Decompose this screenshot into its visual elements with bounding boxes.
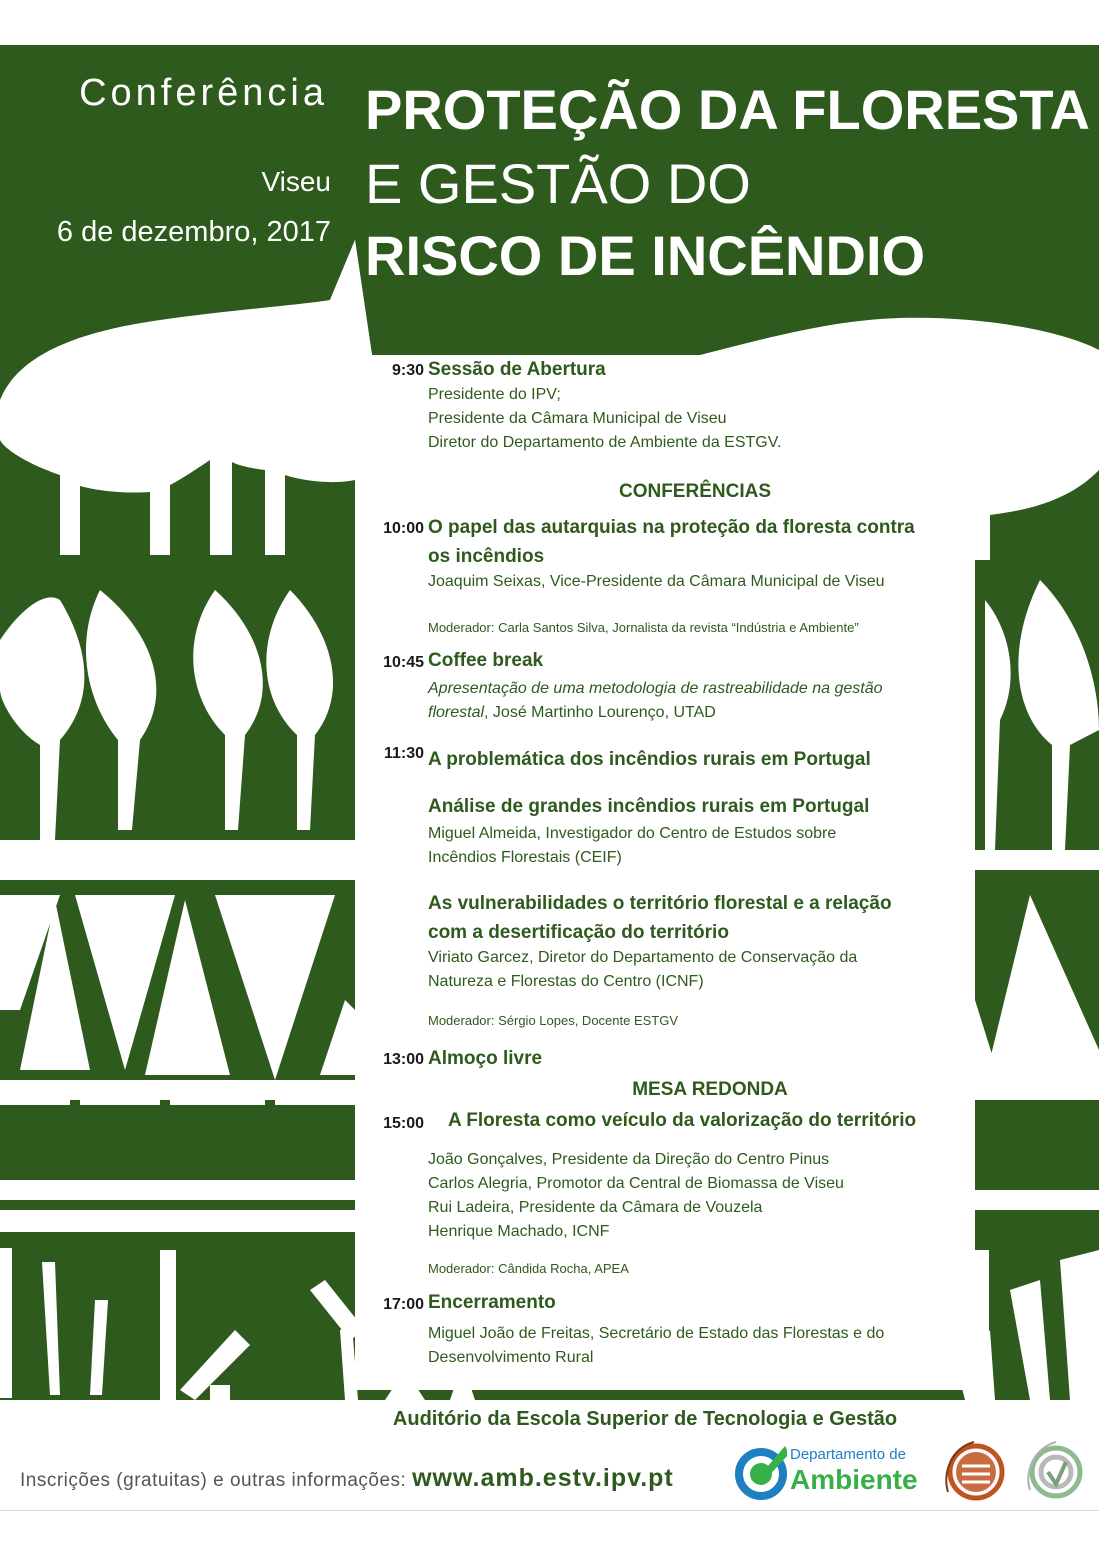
bottom-rule [0,1510,1099,1511]
city-label: Viseu [261,166,331,197]
talk4-moderator: Moderador: Sérgio Lopes, Docente ESTGV [428,1013,679,1028]
talk3-speaker-line: Incêndios Florestais (CEIF) [428,849,622,866]
round-table-panel [428,1148,968,1244]
title-line-3: RISCO DE INCÊNDIO [365,224,926,287]
talk3-speaker-line: Miguel Almeida, Investigador do Centro de Estudos sobre [428,825,837,842]
estv-logo [938,1432,1010,1504]
title-line-1: PROTEÇÃO DA FLORESTA [365,78,1090,141]
talk3-title: Análise de grandes incêndios rurais em Portugal [428,796,870,817]
talk1-title-line: O papel das autarquias na proteção da floresta contra [428,517,915,538]
panel-member: Henrique Machado, ICNF [428,1223,610,1240]
conferences-heading: CONFERÊNCIAS [618,481,771,502]
talk2-title: A problemática dos incêndios rurais em Portugal [428,749,871,770]
talk1-title [428,513,968,571]
talk4-title-line: As vulnerabilidades o território florestal e a relação [428,893,892,914]
coffee-title: Coffee break [428,650,544,671]
talk1-title-line: os incêndios [428,546,545,567]
opening-title: Sessão de Abertura [428,359,606,380]
talk3-speaker [428,822,968,870]
website-link[interactable]: www.amb.estv.ipv.pt [412,1464,674,1492]
panel-member: Carlos Alegria, Promotor da Central de Biomassa de Viseu [428,1175,844,1192]
round-table-heading: MESA REDONDA [632,1079,788,1100]
opening-line: Presidente da Câmara Municipal de Viseu [428,410,727,427]
closing-title: Encerramento [428,1292,556,1313]
coffee-time: 10:45 [383,654,424,671]
lunch-time: 13:00 [383,1051,424,1068]
panel-member: Rui Ladeira, Presidente da Câmara de Vouzela [428,1199,763,1216]
venue: Auditório da Escola Superior de Tecnologia e Gestão [392,1408,898,1430]
talk4-speaker-line: Viriato Garcez, Diretor do Departamento de Conservação da [428,949,858,966]
dept-ambiente-logo [735,1440,925,1504]
closing-speaker-line: Miguel João de Freitas, Secretário de Estado das Florestas e do [428,1325,885,1342]
conference-label: Conferência [79,72,328,114]
talk1-time: 10:00 [383,520,424,537]
closing-speaker-line: Desenvolvimento Rural [428,1349,594,1366]
coffee-presenter: , José Martinho Lourenço, UTAD [484,704,716,721]
talk4-title-line: com a desertificação do território [428,922,729,943]
coffee-presentation-line: Apresentação de uma metodologia de rastreabilidade na gestão [428,680,883,697]
opening-participants [428,383,968,455]
dept-logo-line1: Departamento de [790,1446,906,1463]
lunch-title: Almoço livre [428,1048,543,1069]
coffee-presentation [428,677,968,725]
talk4-title [428,889,968,947]
opening-line: Diretor do Departamento de Ambiente da ESTGV. [428,434,782,451]
date-label: 6 de dezembro, 2017 [56,216,331,248]
round-table-title: A Floresta como veículo da valorização do território [448,1110,917,1131]
registration-label: Inscrições (gratuitas) e outras informações: [20,1470,407,1491]
round-table-time: 15:00 [383,1115,424,1132]
coffee-presentation-line: florestal [428,704,485,721]
opening-time: 9:30 [391,362,424,379]
title-line-2: E GESTÃO DO [365,152,751,215]
talk1-speaker: Joaquim Seixas, Vice-Presidente da Câmara Municipal de Viseu [428,573,885,590]
opening-line: Presidente do IPV; [428,386,561,403]
talk4-speaker-line: Natureza e Florestas do Centro (ICNF) [428,973,704,990]
panel-member: João Gonçalves, Presidente da Direção do Centro Pinus [428,1151,830,1168]
closing-speaker [428,1322,968,1370]
registration-info [20,1464,674,1493]
ipv-logo [1018,1432,1090,1504]
dept-ambiente-logo-icon [735,1440,787,1504]
dept-logo-line2: Ambiente [790,1464,918,1495]
talk2-time: 11:30 [383,745,424,762]
talk1-moderator: Moderador: Carla Santos Silva, Jornalista da revista “Indústria e Ambiente” [428,620,859,635]
closing-time: 17:00 [383,1296,424,1313]
round-table-moderator: Moderador: Cândida Rocha, APEA [428,1261,629,1276]
talk4-speaker [428,946,968,994]
